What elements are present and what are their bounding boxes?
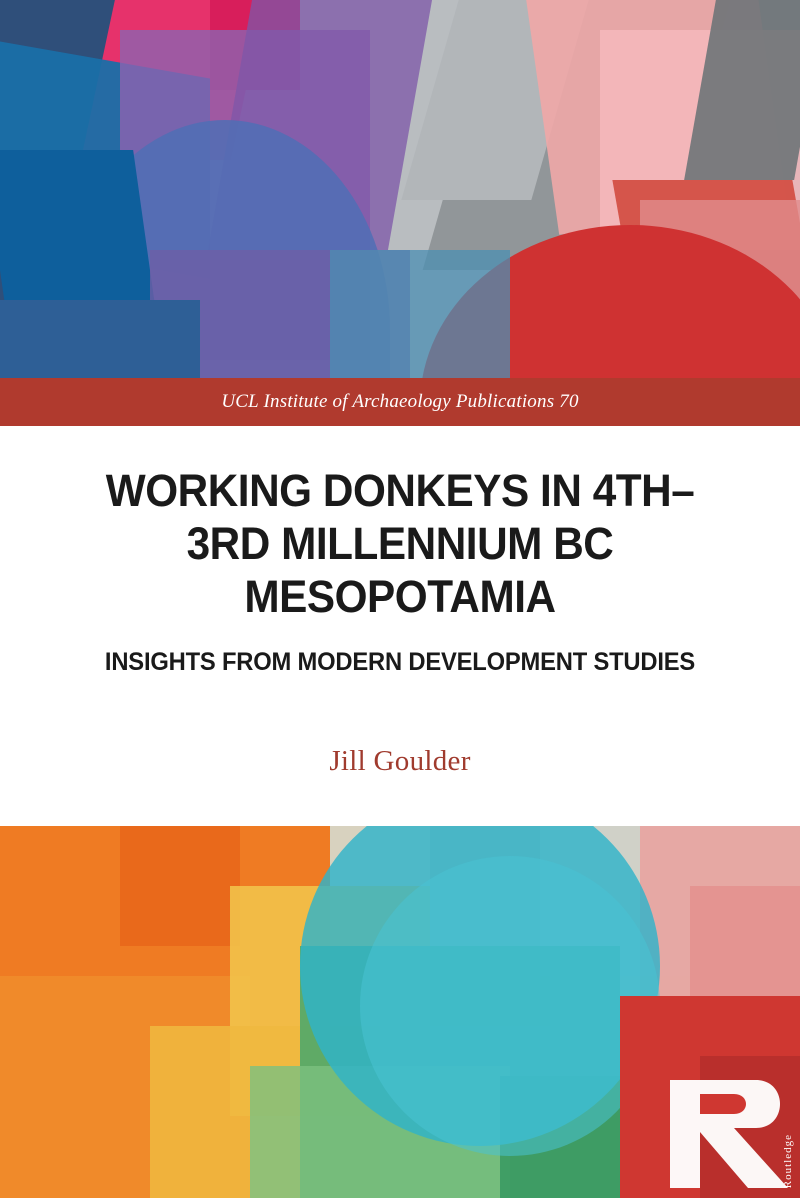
routledge-logo — [638, 1070, 788, 1190]
art-shape-teal-circle-2 — [360, 856, 660, 1156]
art-shape-orange-dark — [120, 826, 240, 946]
abstract-geometric-artwork-top — [0, 0, 800, 378]
series-label: UCL Institute of Archaeology Publications 70 — [221, 391, 579, 412]
art-shape-teal-mid — [330, 250, 510, 378]
book-title: WORKING DONKEYS IN 4TH–3RD MILLENNIUM BC MESOPOTAMIA — [105, 465, 695, 623]
title-block — [0, 426, 800, 826]
art-shape-blue-lower — [0, 300, 200, 378]
book-author: Jill Goulder — [329, 744, 471, 777]
series-band — [0, 378, 800, 426]
abstract-geometric-artwork-bottom — [0, 826, 800, 1198]
book-subtitle: INSIGHTS FROM MODERN DEVELOPMENT STUDIES — [104, 648, 696, 677]
routledge-logo-text: Routledge — [782, 1133, 794, 1188]
